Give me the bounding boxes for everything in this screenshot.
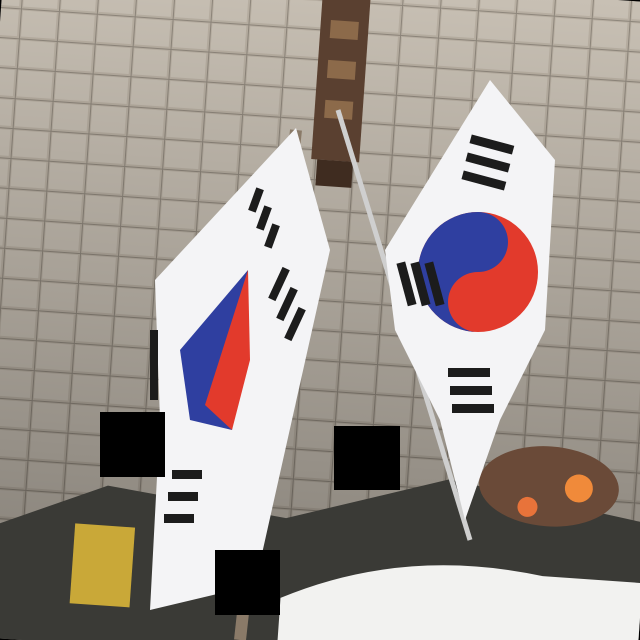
occlusion-box-center [334,426,400,490]
occlusion-box-bottom [215,550,280,615]
occlusion-box-left [100,412,165,477]
yellow-object [70,523,135,607]
taeguk-right [418,212,538,332]
